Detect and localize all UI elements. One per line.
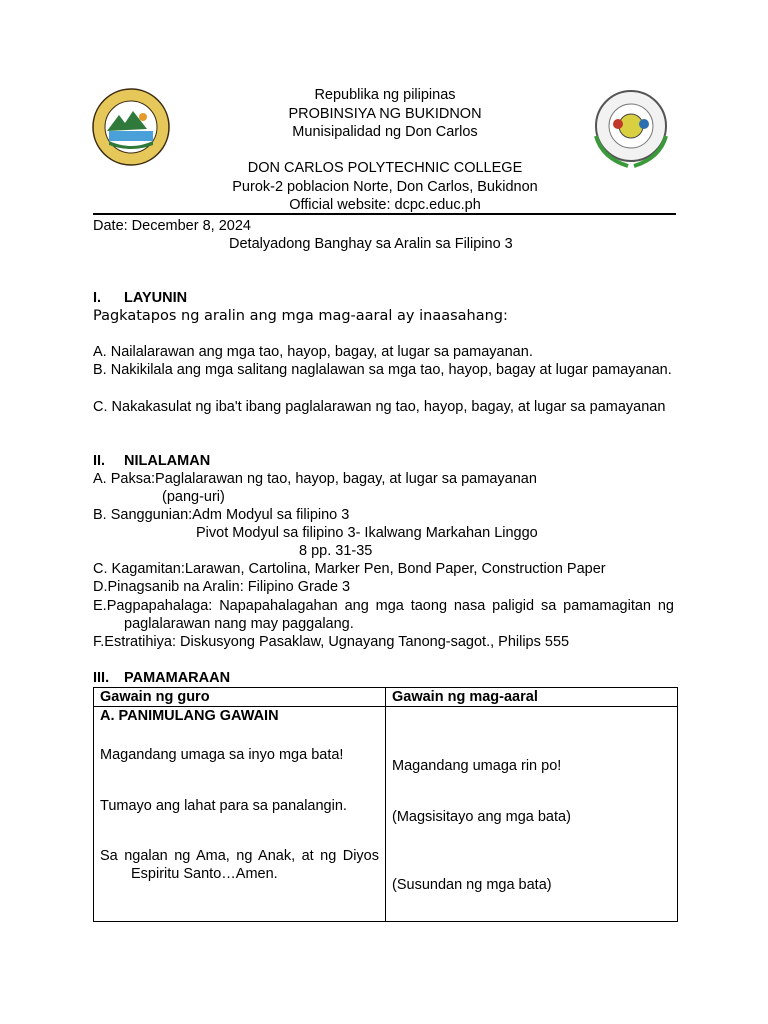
header-province: PROBINSIYA NG BUKIDNON: [288, 106, 482, 122]
column-header-student: Gawain ng mag-aaral: [386, 688, 678, 707]
section-pamamaraan-heading: [93, 669, 230, 687]
section-title: PAMAMARAAN: [124, 670, 231, 686]
pamamaraan-table: [93, 687, 678, 922]
student-cell: [386, 707, 678, 922]
student-line-greeting: Magandang umaga rin po!: [392, 758, 562, 774]
table-row: [94, 707, 678, 922]
nilalaman-pagpapahalaga: E.Pagpapahalaga: Napapahalagahan ang mga taong nasa paligid sa pamamagitan ng paglalarawan nang may paggalang.: [93, 598, 674, 632]
table-subheading: A. PANIMULANG GAWAIN: [100, 708, 279, 724]
header-address: Purok-2 poblacion Norte, Don Carlos, Bukidnon: [232, 179, 538, 195]
section-nilalaman-heading: [93, 452, 210, 470]
nilalaman-kagamitan: C. Kagamitan:Larawan, Cartolina, Marker Pen, Bond Paper, Construction Paper: [93, 561, 606, 577]
layunin-item-c: C. Nakakasulat ng iba't ibang paglalarawan ng tao, hayop, bagay, at lugar sa pamayanan: [93, 399, 666, 415]
section-number: I.: [93, 290, 102, 306]
nilalaman-paksa: A. Paksa:Paglalarawan ng tao, hayop, bagay, at lugar sa pamayanan: [93, 471, 537, 487]
nilalaman-sanggunian: B. Sanggunian:Adm Modyul sa filipino 3: [93, 507, 350, 523]
teacher-cell: [94, 707, 386, 922]
nilalaman-sanggunian-2: Pivot Modyul sa filipino 3- Ikalwang Markahan Linggo: [196, 525, 538, 541]
teacher-line-sign-of-cross: Sa ngalan ng Ama, ng Anak, at ng Diyos Espiritu Santo…Amen.: [100, 848, 379, 882]
section-number: III.: [93, 670, 110, 686]
layunin-item-b: B. Nakikilala ang mga salitang naglalawan sa mga tao, hayop, bagay at lugar pamayanan.: [93, 362, 672, 378]
section-layunin-heading: [93, 289, 187, 307]
nilalaman-estratihiya: F.Estratihiya: Diskusyong Pasaklaw, Ugnayang Tanong-sagot., Philips 555: [93, 634, 570, 650]
section-title: LAYUNIN: [124, 290, 188, 306]
header-municipality: Munisipalidad ng Don Carlos: [292, 124, 478, 140]
header-republic: Republika ng pilipinas: [314, 87, 456, 103]
layunin-item-a: A. Nailalarawan ang mga tao, hayop, bagay, at lugar sa pamayanan.: [93, 344, 533, 360]
table-header-row: [94, 688, 678, 707]
header-college-name: DON CARLOS POLYTECHNIC COLLEGE: [247, 160, 523, 176]
layunin-intro: Pagkatapos ng aralin ang mga mag-aaral ay inaasahang:: [93, 308, 508, 324]
header-website: Official website: dcpc.educ.ph: [289, 197, 481, 213]
teacher-line-greeting: Magandang umaga sa inyo mga bata!: [100, 747, 344, 763]
nilalaman-sanggunian-3: 8 pp. 31-35: [299, 543, 373, 559]
nilalaman-pinagsanib: D.Pinagsanib na Aralin: Filipino Grade 3: [93, 579, 351, 595]
student-line-prayer: (Magsisitayo ang mga bata): [392, 809, 571, 825]
section-title: NILALAMAN: [124, 453, 211, 469]
document-title: Detalyadong Banghay sa Aralin sa Filipino 3: [229, 236, 513, 252]
student-line-sign-of-cross: (Susundan ng mga bata): [392, 877, 552, 893]
nilalaman-paksa-sub: (pang-uri): [162, 489, 225, 505]
header-divider: [93, 213, 676, 215]
teacher-line-prayer: Tumayo ang lahat para sa panalangin.: [100, 798, 347, 814]
column-header-teacher: Gawain ng guro: [94, 688, 386, 707]
section-number: II.: [93, 453, 106, 469]
document-date: Date: December 8, 2024: [93, 218, 251, 234]
